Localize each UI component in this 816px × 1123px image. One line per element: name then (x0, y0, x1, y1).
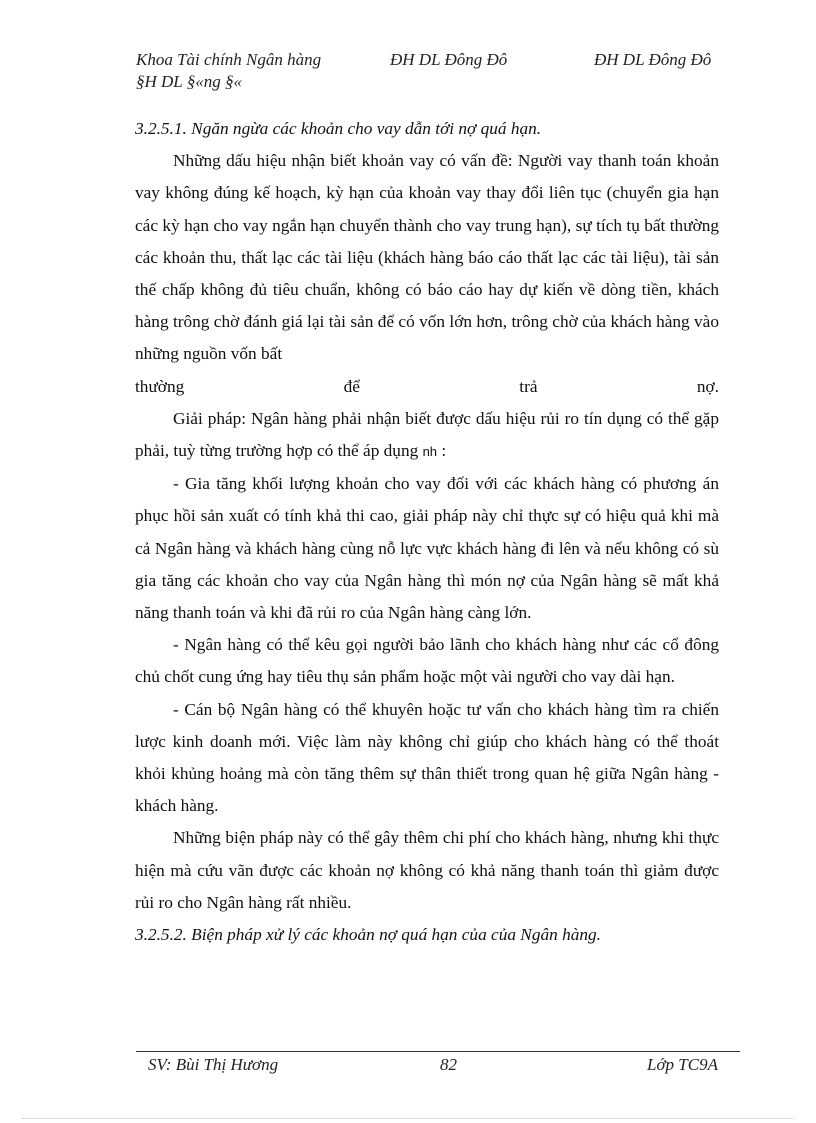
header-legacy-encoding: §H DL §«ng §« (136, 72, 242, 91)
page-header (136, 50, 736, 91)
paragraph-guarantor: - Ngân hàng có thể kêu gọi người bảo lãnh cho khách hàng như các cổ đông chủ chốt cung ứng hay tiêu thụ sản phẩm hoặc một vài người cho vay dài hạn. (135, 635, 719, 687)
footer-class: Lớp TC9A (647, 1055, 718, 1074)
paragraph-warning-signs-end: thường để trả nợ. (135, 376, 719, 396)
section-heading-3-2-5-2: 3.2.5.2. Biện pháp xử lý các khoản nợ quá hạn của của Ngân hàng. (135, 925, 601, 945)
document-body (135, 113, 719, 951)
solution-fragment: nh (422, 444, 438, 460)
paragraph-cost-note: Những biện pháp này có thể gây thêm chi phí cho khách hàng, nhưng khi thực hiện mà cứu vãn được các khoản nợ không có khả năng thanh toán thì giảm được rủi ro cho Ngân hàng rất nhiều. (135, 828, 719, 912)
section-heading-3-2-5-1: 3.2.5.1. Ngăn ngừa các khoản cho vay dẫn tới nợ quá hạn. (135, 119, 542, 138)
header-university: ĐH DL Đông Đô (390, 50, 508, 69)
footer-page-number: 82 (440, 1055, 457, 1074)
footer-divider (136, 1051, 740, 1052)
header-faculty: Khoa Tài chính Ngân hàng (136, 50, 322, 69)
paragraph-increase-lending: - Gia tăng khối lượng khoản cho vay đối với các khách hàng có phương án phục hồi sản xuất có tính khả thi cao, giải pháp này chỉ thực sự có hiệu quả khi mà cả Ngân hàng và khách hàng cùng nỗ lực vực khách hàng đi lên và nếu không có sù gia tăng các khoản cho vay của Ngân hàng thì món nợ của Ngân hàng sẽ mất khả năng thanh toán và khi đã rủi ro của Ngân hàng càng lớn. (135, 474, 719, 623)
solution-text: Giải pháp: Ngân hàng phải nhận biết được dấu hiệu rủi ro tín dụng có thể gặp phải, tuỳ từng trường hợp có thể áp dụng (135, 408, 719, 461)
footer-student-name: SV: Bùi Thị Hương (148, 1055, 279, 1074)
page-bottom-edge (22, 1118, 794, 1119)
paragraph-advisory: - Cán bộ Ngân hàng có thể khuyên hoặc tư vấn cho khách hàng tìm ra chiến lược kinh doanh mới. Việc làm này không chỉ giúp cho khách hàng có thể thoát khỏi khủng hoảng mà còn tăng thêm sự thân thiết trong quan hệ giữa Ngân hàng - khách hàng. (135, 699, 719, 816)
header-university-repeat: ĐH DL Đông Đô (594, 50, 712, 69)
paragraph-solution (135, 403, 719, 468)
page-footer (148, 1055, 718, 1077)
solution-colon: : (441, 441, 447, 461)
paragraph-warning-signs: Những dấu hiệu nhận biết khoản vay có vấn đề: Người vay thanh toán khoản vay không đúng kế hoạch, kỳ hạn của khoản vay thay đổi liên tục (chuyển gia hạn các kỳ hạn cho vay ngắn hạn chuyển thành cho vay trung hạn), sự tích tụ bất thường các khoản thu, thất lạc các tài liệu (khách hàng báo cáo thất lạc các tài liệu), tài sản thế chấp không đủ tiêu chuẩn, không có báo cáo hay dự kiến về dòng tiền, khách hàng trông chờ đánh giá lại tài sản để có vốn lớn hơn, trông chờ của khách hàng vào những nguồn vốn bất (135, 151, 719, 364)
